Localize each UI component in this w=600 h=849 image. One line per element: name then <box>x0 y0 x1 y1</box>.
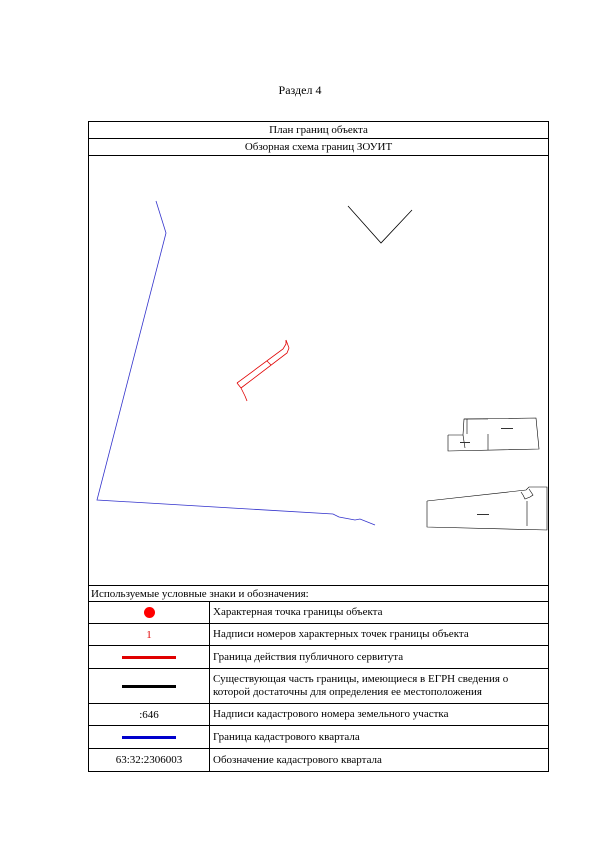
parcel-labels <box>460 428 513 515</box>
legend-description: Надписи кадастрового номера земельного участка <box>213 708 449 720</box>
plan-header: План границ объекта <box>89 122 548 139</box>
legend-symbol: :646 <box>89 704 210 725</box>
legend-symbol: 1 <box>89 624 210 645</box>
plan-table <box>88 121 549 772</box>
legend-row <box>89 704 548 726</box>
legend-row <box>89 726 548 749</box>
legend-row <box>89 749 548 771</box>
black-line-icon <box>122 685 176 688</box>
legend-symbol <box>89 646 210 668</box>
easement-boundary <box>237 340 289 401</box>
legend-symbol <box>89 726 210 748</box>
legend-row <box>89 624 548 646</box>
legend-row <box>89 646 548 669</box>
section-title: Раздел 4 <box>278 83 322 97</box>
legend-title: Используемые условные знаки и обозначения: <box>89 585 548 602</box>
red-dot-icon <box>144 607 155 618</box>
legend-description: Характерная точка границы объекта <box>213 606 383 618</box>
parcels-middle <box>448 418 539 451</box>
blue-line-icon <box>122 736 176 739</box>
legend-description: Граница действия публичного сервитута <box>213 650 404 663</box>
red-line-icon <box>122 656 176 659</box>
legend-symbol <box>89 669 210 703</box>
legend-table <box>89 602 548 771</box>
legend-symbol: 63:32:2306003 <box>89 749 210 771</box>
legend-row <box>89 669 548 704</box>
legend-description: Надписи номеров характерных точек границы объекта <box>213 628 469 640</box>
parcels-bottom <box>427 487 547 530</box>
scheme-header: Обзорная схема границ ЗОУИТ <box>89 139 548 156</box>
parcel-boundary-top <box>348 206 412 243</box>
quarter-boundary-line <box>97 201 375 525</box>
legend-description: Обозначение кадастрового квартала <box>213 753 382 766</box>
overview-map <box>89 156 548 585</box>
legend-description: Существующая часть границы, имеющиеся в ЕГРН сведения о которой достаточны для определения ее местоположения <box>213 673 509 698</box>
legend-symbol <box>89 602 210 623</box>
legend-row <box>89 602 548 624</box>
legend-description: Граница кадастрового квартала <box>213 730 360 743</box>
